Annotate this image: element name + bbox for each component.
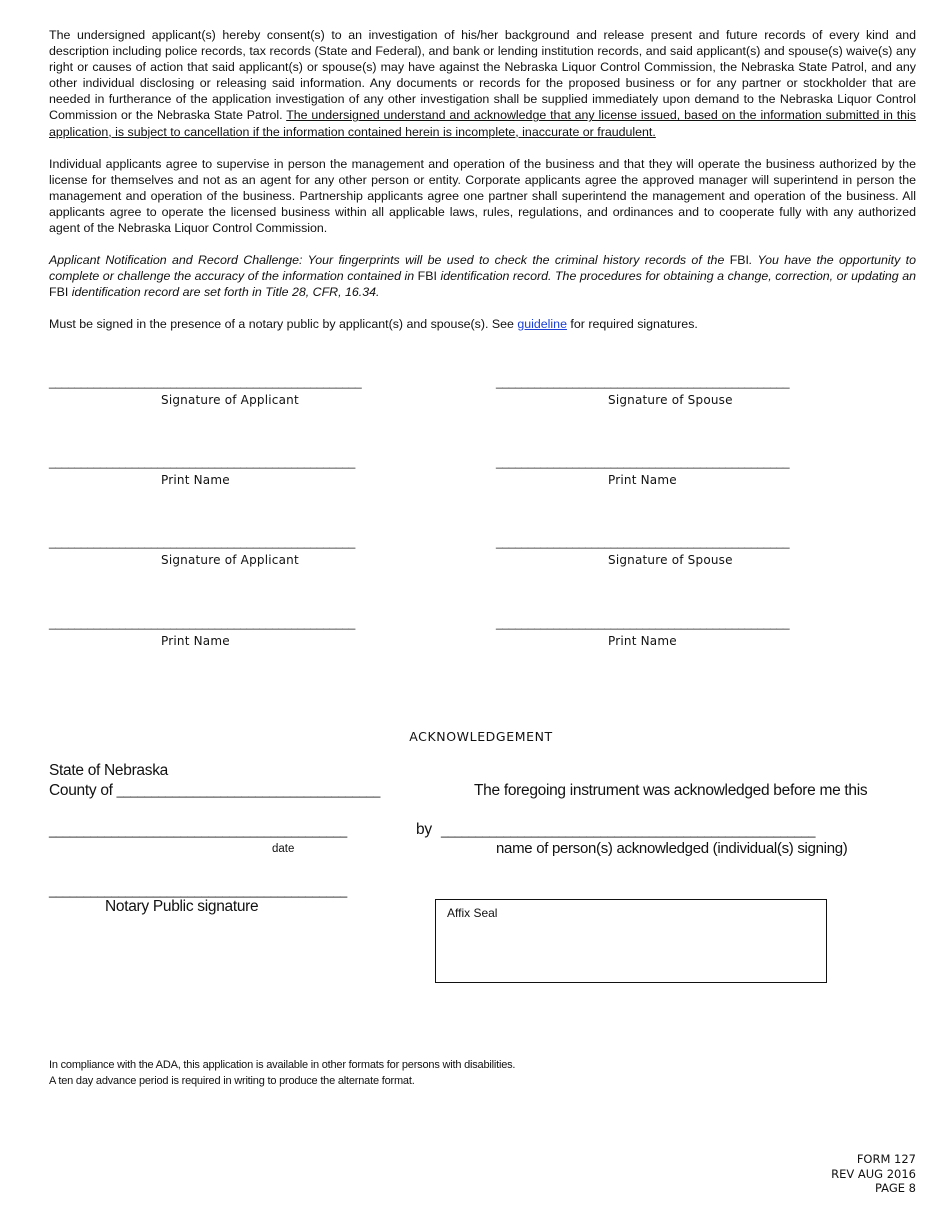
by-label: by xyxy=(416,821,432,838)
applicant-print-name-field-2[interactable] xyxy=(49,616,355,648)
fbi-abbr: FBI xyxy=(729,253,749,267)
signature-of-applicant-caption: Signature of Applicant xyxy=(161,393,299,407)
county-field[interactable] xyxy=(49,781,380,800)
notification-text-1: Applicant Notification and Record Challenge: Your fingerprints will be used to check the criminal history records of the xyxy=(49,253,730,267)
consent-underlined-text: The undersigned understand and acknowledge that any license issued, based on the information submitted in this application, is subject to cancellation if the information contained herein is incomplete, inaccurate or fraudulent. xyxy=(49,108,917,139)
notary-text: Must be signed in the presence of a notary public by applicant(s) and spouse(s). See xyxy=(49,317,518,331)
spouse-signature-field-1[interactable] xyxy=(496,375,790,407)
form-number: FORM 127 xyxy=(856,1152,916,1166)
person-acknowledged-caption: name of person(s) acknowledged (individual(s) signing) xyxy=(496,840,848,857)
spouse-print-name-field-1[interactable] xyxy=(496,455,790,487)
signature-line: _________________________________________________ xyxy=(49,375,362,389)
spouse-signature-field-2[interactable] xyxy=(496,535,790,567)
spouse-print-name-field-2[interactable] xyxy=(496,616,790,648)
page-number: PAGE 8 xyxy=(874,1181,916,1195)
signature-line: ______________________________________________ xyxy=(496,535,790,549)
notification-text-4: identification record are set forth in Title 28, CFR, 16.34. xyxy=(68,285,380,300)
notary-paragraph xyxy=(49,316,916,332)
supervise-paragraph: Individual applicants agree to supervise in person the management and operation of the business and that they will operate the business authorized by the license for themselves and not as an agent for any other person or entity. Corporate applicants agree the approved manager will superintend in person the management and operation of the business. Partnership applicants agree one partner shall superintend the management and operation of the business. All applicants agree to operate the licensed business within all applicable laws, rules, regulations, and ordinances and to cooperate fully with any authorized agent of the Nebraska Liquor Control Commission. xyxy=(49,157,916,236)
acknowledgement-title: ACKNOWLEDGEMENT xyxy=(409,729,553,744)
person-acknowledged-field[interactable]: ______________________________________________________ xyxy=(441,823,816,838)
consent-paragraph xyxy=(49,27,916,140)
applicant-print-name-field-1[interactable] xyxy=(49,455,355,487)
signature-line: ________________________________________________ xyxy=(49,535,355,549)
notification-paragraph xyxy=(49,252,916,300)
signature-of-applicant-caption: Signature of Applicant xyxy=(161,553,299,567)
affix-seal-label: Affix Seal xyxy=(447,906,498,920)
affix-seal-box xyxy=(435,899,827,983)
foregoing-text: The foregoing instrument was acknowledged before me this xyxy=(474,782,868,799)
guideline-link[interactable]: guideline xyxy=(517,317,567,331)
notification-text-3: identification record. The procedures for obtaining a change, correction, or updating an xyxy=(436,269,916,284)
ada-notice-line-1: In compliance with the ADA, this application is available in other formats for persons with disabilities. xyxy=(49,1059,516,1071)
notary-signature-field[interactable]: ___________________________________________ xyxy=(49,883,347,898)
form-identifier xyxy=(831,1152,916,1196)
notification-text-2: . You have the opportunity to complete or challenge the accuracy of the information contained in xyxy=(49,253,916,284)
signature-line: ________________________________________________ xyxy=(49,616,355,630)
applicant-signature-field-2[interactable] xyxy=(49,535,355,567)
applicant-signature-field-1[interactable] xyxy=(49,375,362,407)
ada-notice xyxy=(49,1058,515,1089)
date-caption: date xyxy=(272,843,295,855)
county-line: ______________________________________ xyxy=(116,783,381,798)
state-label: State of Nebraska xyxy=(49,762,168,779)
form-revision: REV AUG 2016 xyxy=(831,1166,916,1181)
ada-notice-line-2: A ten day advance period is required in writing to produce the alternate format. xyxy=(49,1074,415,1087)
consent-text: The undersigned applicant(s) hereby consent(s) to an investigation of his/her background and release present and future records of every kind and description including police records, tax records (State and Federal), and bank or lending institution records, and said applicant(s) and spouse(s) waive(s) any right or causes of action that said applicant(s) or spouse(s) may have against the Nebraska Liquor Control Commission, the Nebraska State Patrol, and any other individual disclosing or releasing said information. Any documents or records for the proposed business or for any partner or stockholder that are needed in furtherance of the application investigation of any other investigation shall be supplied immediately upon demand to the Nebraska Liquor Control Commission or the Nebraska State Patrol. xyxy=(49,28,916,123)
signature-line: ______________________________________________ xyxy=(496,375,790,389)
date-field[interactable]: ___________________________________________ xyxy=(49,823,347,838)
signature-line: ______________________________________________ xyxy=(496,616,790,630)
fbi-abbr: FBI xyxy=(49,285,69,300)
signature-of-spouse-caption: Signature of Spouse xyxy=(608,393,733,407)
county-label: County of xyxy=(49,782,113,799)
print-name-caption: Print Name xyxy=(608,634,677,648)
signature-of-spouse-caption: Signature of Spouse xyxy=(608,553,733,567)
signature-line: ________________________________________________ xyxy=(49,455,355,469)
print-name-caption: Print Name xyxy=(161,473,230,487)
signature-line: ______________________________________________ xyxy=(496,455,790,469)
notary-caption: Notary Public signature xyxy=(105,898,259,915)
print-name-caption: Print Name xyxy=(608,473,677,487)
fbi-abbr: FBI xyxy=(417,269,437,284)
notary-text-after: for required signatures. xyxy=(566,317,698,331)
print-name-caption: Print Name xyxy=(161,634,230,648)
